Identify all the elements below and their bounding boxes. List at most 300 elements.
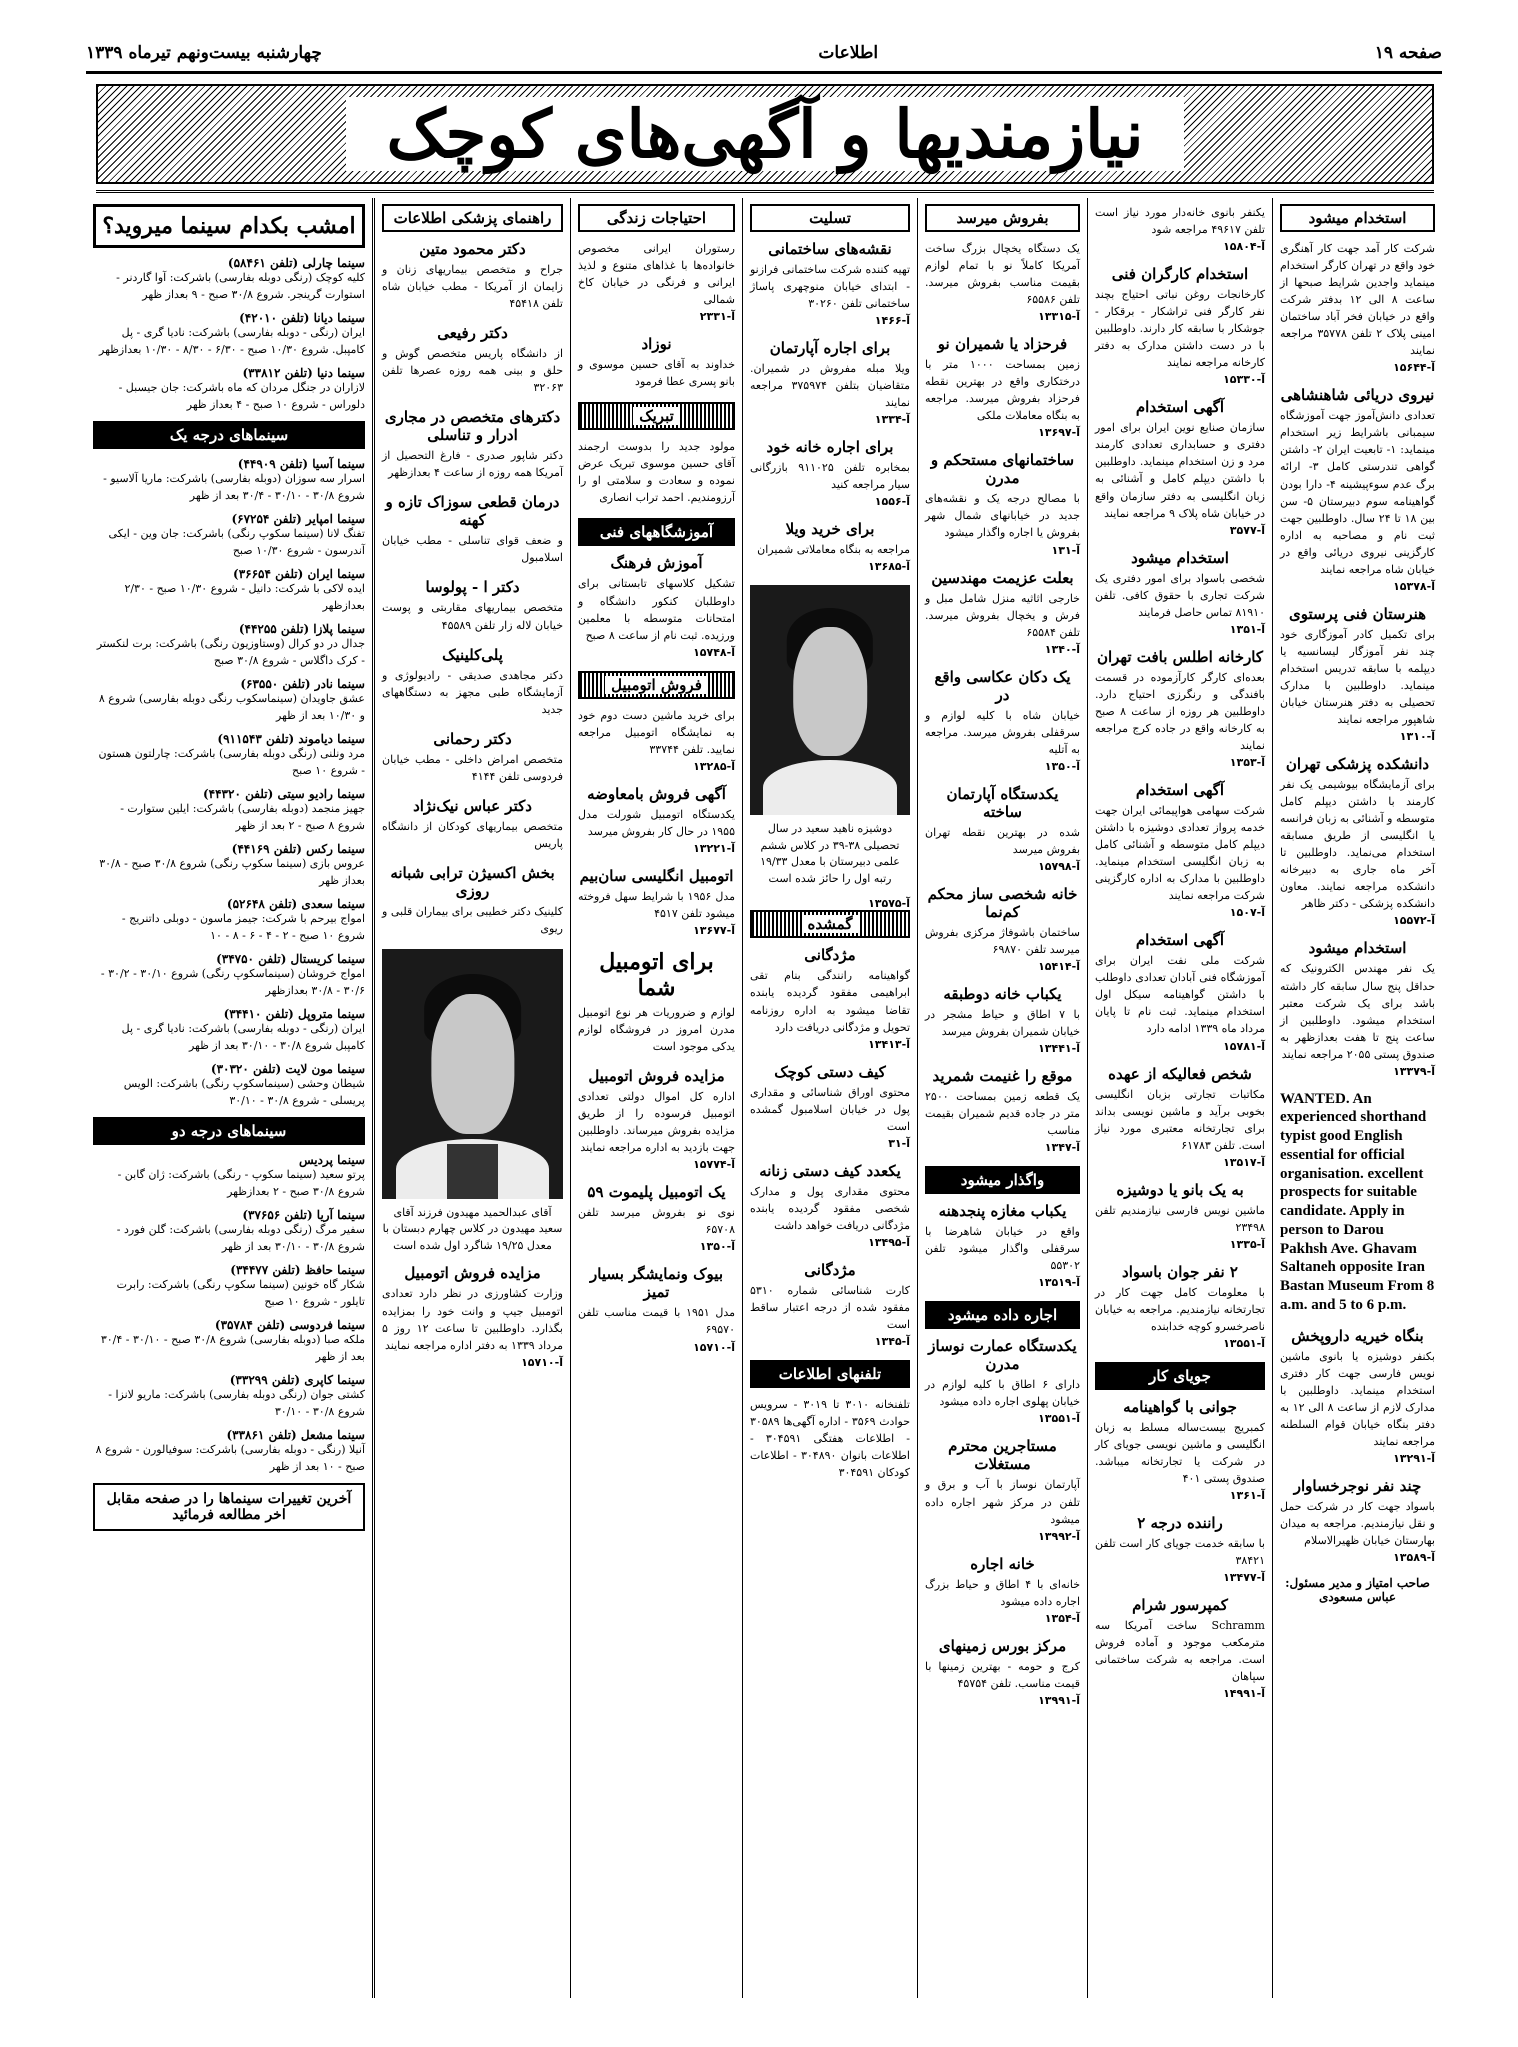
ad-body: یکنفر بانوی خانه‌دار مورد نیاز است تلفن ۴۹۶۱۷ مراجعه شود bbox=[1095, 206, 1265, 237]
cinema-listing bbox=[93, 366, 365, 413]
column-cinemas bbox=[86, 198, 372, 1998]
ad-title: بنگاه خیریه داروپخش bbox=[1291, 1326, 1424, 1345]
ad-title: کارخانه اطلس بافت تهران bbox=[1096, 647, 1264, 666]
ad-code: آ-۱۴۶۶ bbox=[874, 314, 910, 328]
ad-code: آ-۱۴۹۹۱ bbox=[1223, 1687, 1265, 1701]
cinema-listing bbox=[93, 512, 365, 559]
cinema-program: لازاران در جنگل مردان که ماه باشرکت: جان جیسبل - دلوراس - شروع ۱۰ صبح - ۴ بعداز ظهر bbox=[118, 381, 365, 411]
ad-body: واقع در خیابان شاهرضا با سرقفلی واگذار میشود تلفن ۵۵۳۰۲ bbox=[925, 1225, 1080, 1273]
classified-ad bbox=[1095, 549, 1265, 636]
classified-ad bbox=[750, 339, 910, 426]
cinema-listing bbox=[93, 1007, 365, 1054]
ad-body: بکنفر دوشیزه یا بانوی ماشین نویس فارسی جهت کار دفتری استخدام مینماید. داوطلبین با مدارک لازم از ساعت ۸ الی ۱۲ به دفتر بنگاه خیابان قوام السلطنه مراجعه نمایند bbox=[1280, 1349, 1435, 1448]
ad-code: آ-۱۳۳۵ bbox=[1229, 1237, 1265, 1251]
ad-body: آپارتمان نوساز با آب و برق و تلفن در مرکز شهر اجاره داده میشود bbox=[925, 1478, 1080, 1526]
ad-code: آ-۱۳۴۵ bbox=[874, 1335, 910, 1349]
ad-title: جوانی با گواهینامه bbox=[1123, 1397, 1237, 1416]
cinema-name: سینما آریا (تلفن ۳۷۶۵۶) bbox=[242, 1208, 365, 1222]
ad-body: دکتر مجاهدی صدیقی - رادیولوژی و آزمایشگاه طبی مجهز به دستگاههای جدید bbox=[382, 668, 563, 716]
classified-ad bbox=[925, 1202, 1080, 1289]
ad-body: شرکت ملی نفت ایران برای آموزشگاه فنی آبادان تعدادی داوطلب با داشتن گواهینامه سیکل اول استخدام مینماید. ثبت نام تا پایان مرداد ماه ۱۳۳۹ ادامه دارد bbox=[1095, 954, 1265, 1036]
ad-body: بعده‌ای کارگر کارآزموده در قسمت بافندگی و رنگرزی احتیاج دارد. داوطلبین هر روزه از ساعت ۸ صبح به کارخانه واقع در جاده کرج مراجعه نمایند bbox=[1095, 670, 1265, 752]
classified-ad bbox=[1280, 240, 1435, 374]
ad-title: یکباب خانه دوطبقه bbox=[943, 984, 1062, 1003]
ad-code: آ-۱۵۷۴۸ bbox=[693, 645, 735, 659]
classified-ad bbox=[925, 785, 1080, 873]
column-employment bbox=[1272, 198, 1442, 1998]
ad-title: کیف دستی کوچک bbox=[774, 1062, 886, 1081]
ad-code: آ-۱۳۴۹۵ bbox=[868, 1235, 910, 1249]
ad-body: مکاتبات تجارتی بزبان انگلیسی بخوبی برآید و ماشین نویسی بداند برای تجارتخانه معتبری مورد نیاز است. تلفن ۶۱۷۸۳ bbox=[1095, 1087, 1265, 1152]
cinema-name: سینما دیانا (تلفن ۴۲۰۱۰) bbox=[239, 311, 365, 325]
ad-title: آگهی استخدام bbox=[1135, 398, 1225, 417]
classified-ad bbox=[1280, 939, 1435, 1077]
ad-body: Schramm ساخت آمریکا سه مترمکعب موجود و آماده فروش است. مراجعه به شرکت ساختمانی سپاهان bbox=[1095, 1619, 1265, 1684]
section-heading: اجاره داده میشود bbox=[925, 1301, 1080, 1329]
ad-body: مدل ۱۹۵۱ با قیمت مناسب تلفن ۶۹۵۷۰ bbox=[578, 1306, 735, 1337]
ad-title: آموزش فرهنگ bbox=[610, 554, 703, 573]
cinema-name: سینما کریستال (تلفن ۳۴۷۵۰) bbox=[216, 952, 365, 966]
ad-title: مستاجرین محترم مستغلات bbox=[948, 1437, 1057, 1474]
cinema-headline: امشب بکدام سینما میروید؟ bbox=[93, 204, 365, 248]
ad-code: آ-۱۵۷۸۱ bbox=[1223, 1039, 1265, 1053]
classified-ad bbox=[1280, 1477, 1435, 1564]
ad-code: آ-۱۵۷۹۸ bbox=[1038, 859, 1080, 873]
ad-code: آ-۱۵۷۱۰ bbox=[693, 1340, 735, 1354]
ad-code: آ-۱۵۸۰۴ bbox=[1223, 240, 1265, 254]
cinema-program: سفیر مرگ (رنگی دوبله بفارسی) باشرکت: گلن فورد - شروع ۳۰/۸ - ۳۰/۱۰ بعد از ظهر bbox=[116, 1223, 365, 1253]
classified-ad bbox=[925, 985, 1080, 1055]
ad-title: بیوک ونمایشگر بسیار تمیز bbox=[590, 1265, 723, 1302]
ad-body: ویلا مبله مفروش در شمیران. متقاضیان بتلفن ۳۷۵۹۷۴ مراجعه نمایند bbox=[750, 362, 910, 410]
classified-ad bbox=[1095, 781, 1265, 919]
classified-ad bbox=[750, 240, 910, 327]
ad-title: کمپرسور شرام bbox=[1132, 1596, 1228, 1615]
classified-ad bbox=[925, 1337, 1080, 1425]
ad-title: اتومبیل انگلیسی سان‌بیم bbox=[579, 866, 734, 885]
cinema-listing bbox=[93, 1153, 365, 1200]
ad-code: آ-۱۳۶۹۷ bbox=[1038, 426, 1080, 440]
portrait-photo bbox=[750, 585, 910, 815]
ad-body: خداوند به آقای حسین موسوی و بانو پسری عطا فرمود bbox=[578, 358, 735, 389]
cinema-program: تفنگ لانا (سینما سکوپ رنگی) باشرکت: جان وین - ایکی آندرسون - شروع ۱۰/۳۰ صبح bbox=[108, 527, 365, 557]
ad-body: رستوران ایرانی مخصوص خانواده‌ها با غذاهای متنوع و لذیذ ایرانی و فرنگی در خیابان کاخ شمالی bbox=[578, 242, 735, 307]
ad-body: مراجعه به بنگاه معاملاتی شمیران bbox=[757, 543, 910, 557]
ad-body: محتوی اوراق شناسائی و مقداری پول در خیابان اسلامبول گمشده است bbox=[750, 1085, 910, 1133]
ad-code: آ-۱۳۵۳ bbox=[1229, 755, 1265, 769]
ad-code: آ-۱۵۴۱۴ bbox=[1038, 959, 1080, 973]
ad-code: آ-۱۳۵۱۷ bbox=[1223, 1155, 1265, 1169]
ad-code: آ-۲۳۳۱ bbox=[699, 310, 735, 324]
ad-title: خانه شخصی ساز محکم کم‌نما bbox=[927, 884, 1078, 921]
ad-body: خارجی اثاثیه منزل شامل مبل و فرش و یخچال بفروش میرسد. تلفن ۶۵۵۸۴ bbox=[925, 591, 1080, 639]
section-heading: احتیاجات زندگی bbox=[578, 204, 735, 232]
ad-code: آ-۱۳۲۸۵ bbox=[693, 759, 735, 773]
cinema-name: سینما پردیس bbox=[298, 1153, 365, 1167]
ad-title: یکعدد کیف دستی زنانه bbox=[759, 1161, 901, 1180]
ad-code: آ-۳۱ bbox=[888, 1136, 910, 1150]
classified-ad bbox=[1095, 398, 1265, 536]
classified-ad bbox=[1095, 931, 1265, 1052]
ad-code: آ-۱۳۵۱ bbox=[1229, 622, 1265, 636]
cinema-name: سینما رکس (تلفن ۴۴۱۶۹) bbox=[231, 842, 365, 856]
ad-title: نیروی دریائی شاهنشاهی bbox=[1280, 386, 1435, 405]
ad-body: و ضعف قوای تناسلی - مطب خیابان اسلامبول bbox=[382, 534, 563, 565]
classified-ad bbox=[750, 1261, 910, 1348]
ad-code: آ-۱۳۱۰ bbox=[1399, 730, 1435, 744]
ad-code: آ-۱۵۵۶ bbox=[874, 495, 910, 509]
classified-ad bbox=[750, 520, 910, 573]
ad-title: آگهی فروش بامعاوضه bbox=[587, 784, 726, 803]
ad-title: پلی‌کلینیک bbox=[442, 645, 503, 664]
cinema-name: سینما متروپل (تلفن ۳۴۴۱۰) bbox=[223, 1007, 365, 1021]
ad-body: تشکیل کلاسهای تابستانی برای داوطلبان کنکور دانشگاه و امتحانات متوسطه با معلمین ورزیده. ثبت نام از ساعت ۸ صبح bbox=[578, 577, 735, 642]
section-heading: سینماهای درجه یک bbox=[93, 421, 365, 449]
ad-title: نقشه‌های ساختمانی bbox=[768, 240, 892, 258]
ad-body: ساختمان باشوفاژ مرکزی بفروش میرسد تلفن ۶۹۸۷۰ bbox=[925, 925, 1080, 956]
ad-body: با ۷ اطاق و حیاط مشجر در خیابان شمیران بفروش میرسد bbox=[925, 1007, 1080, 1039]
column-medical-guide bbox=[372, 198, 570, 1998]
classifieds-columns bbox=[86, 198, 1442, 1998]
cinema-listing bbox=[93, 787, 365, 834]
section-heading: سینماهای درجه دو bbox=[93, 1117, 365, 1145]
cinema-program: کشتی جوان (رنگی دوبله بفارسی) باشرکت: ماریو لانزا - شروع ۳۰/۸ - ۳۰/۱۰ bbox=[108, 1388, 365, 1418]
cinema-listing bbox=[93, 311, 365, 358]
cinema-program: ایده لاکی با شرکت: دانیل - شروع ۱۰/۳۰ صبح - ۲/۳۰ بعدازظهر bbox=[124, 582, 365, 612]
ad-title: ۲ نفر جوان باسواد bbox=[1122, 1262, 1238, 1281]
cinema-name: سینما کاپری (تلفن ۳۳۲۹۹) bbox=[229, 1373, 365, 1387]
ad-code: آ-۱۳۶۷۷ bbox=[693, 923, 735, 937]
classified-ad bbox=[750, 438, 910, 508]
cinema-listing bbox=[93, 677, 365, 724]
ad-title: آگهی استخدام bbox=[1135, 931, 1225, 950]
ad-title: دکترهای متخصص در مجاری ادرار و تناسلی bbox=[384, 408, 561, 445]
cinema-name: سینما آسیا (تلفن ۴۴۹۰۹) bbox=[237, 457, 365, 471]
section-heading: بفروش میرسد bbox=[925, 204, 1080, 232]
ad-code: آ-۱۵۷۱۰ bbox=[521, 1355, 563, 1369]
ad-body: زمین بمساحت ۱۰۰۰ متر با درختکاری واقع در بهترین نقطه فرحزاد بفروش میرسد. مراجعه به بنگاه معاملات ملکی bbox=[925, 358, 1080, 423]
cinema-footer-note: آخرین تغییرات سینماها را در صفحه مقابل اخر مطالعه فرمائید bbox=[93, 1483, 365, 1531]
classified-ad bbox=[1095, 1065, 1265, 1169]
ad-body: ماشین نویس فارسی نیازمندیم تلفن ۲۳۴۹۸ bbox=[1095, 1203, 1265, 1234]
ad-code: آ-۱۵۵۷۲ bbox=[1393, 914, 1435, 928]
cinema-listing bbox=[93, 457, 365, 504]
page-header bbox=[86, 34, 1442, 74]
ad-body: دکتر شاپور صدری - فارغ التحصیل از آمریکا همه روزه از ساعت ۴ بعدازظهر bbox=[382, 449, 563, 480]
cinema-program: امواج خروشان (سینماسکوپ رنگی) شروع ۳۰/۱۰ - ۳۰/۲ - ۳۰/۶ - ۳۰/۸ بعدازظهر bbox=[100, 967, 365, 997]
english-ad: WANTED. An experienced shorthand typist good English essential for official organisation. excellent prospects for suitable candidate. Apply in person to Darou Pakhsh Ave. Ghavam Saltaneh opposite Iran Bastan Museum From 8 a.m. and 5 to 6 p.m. bbox=[1280, 1090, 1435, 1313]
ad-body: خانه‌ای با ۴ اطاق و حیاط بزرگ اجاره داده میشود bbox=[925, 1577, 1080, 1608]
ad-code: آ-۱۳۴۰ bbox=[1044, 642, 1080, 656]
ad-title: ساختمانهای مستحکم و مدرن bbox=[930, 451, 1075, 488]
classified-ad bbox=[925, 1637, 1080, 1707]
classified-ad bbox=[750, 1162, 910, 1249]
cinema-listing bbox=[93, 1318, 365, 1365]
ad-body: گواهینامه رانندگی بنام تقی ابراهیمی مفقود گردیده یابنده تقاضا میشود به اداره روزنامه تحویل و مژدگانی دریافت دارد bbox=[750, 969, 910, 1034]
ad-body: اداره کل اموال دولتی تعدادی اتومبیل فرسوده را از طریق مزایده بفروش میرساند. داوطلبین جهت بازدید به اداره مراجعه نمایند bbox=[578, 1090, 735, 1155]
section-heading: فروش اتومبیل bbox=[578, 671, 735, 699]
ad-body: محتوی مقداری پول و مدارک شخصی مفقود گردیده یابنده مژدگانی دریافت خواهد داشت bbox=[750, 1184, 910, 1232]
cinema-program: ایران (رنگی - دوبله بفارسی) باشرکت: نادیا گری - پل کامپبل شروع ۳۰/۸ - ۳۰/۱۰ بعد از ظهر bbox=[121, 1022, 365, 1052]
classified-ad bbox=[382, 730, 563, 785]
ad-code: آ-۱۳۳۱۵ bbox=[1038, 310, 1080, 324]
classified-ad bbox=[1095, 1596, 1265, 1700]
section-heading: تبریک bbox=[578, 402, 735, 430]
ad-body: متخصص بیماریهای کودکان از دانشگاه پاریس bbox=[382, 819, 563, 850]
ad-title: استخدام میشود bbox=[1131, 548, 1229, 567]
classified-ad bbox=[925, 1067, 1080, 1154]
ad-body: خیابان شاه با کلیه لوازم و سرقفلی بفروش میرسد. مراجعه به آتلیه bbox=[925, 708, 1080, 756]
cinema-program: جهیز منجمد (دوبله بفارسی) باشرکت: ایلین ستوارت - شروع ۸ صبح - ۲ بعد از ظهر bbox=[120, 802, 365, 832]
cinema-program: عشق جاویدان (سینماسکوب رنگی دوبله بفارسی) شروع ۸ و ۱۰/۳۰ بعد از ظهر bbox=[98, 692, 365, 722]
ad-body: برای خرید ماشین دست دوم خود به نمایشگاه اتومبیل مراجعه نمایید. تلفن ۳۳۷۴۴ bbox=[578, 708, 735, 756]
ad-body: یک دستگاه یخچال بزرگ ساخت آمریکا کاملاً نو با تمام لوازم بقیمت مناسب بفروش میرسد. تلفن ۶۵۵۸۶ bbox=[925, 242, 1080, 307]
ad-code: آ-۱۳۹۹۱ bbox=[1038, 1693, 1080, 1707]
ad-body: سازمان صنایع نوین ایران برای امور دفتری و حسابداری تعدادی کارمند مرد و زن استخدام مینماید. داوطلبین با داشتن دیپلم کامل و آشنائی به زبان انگلیسی به دفتر سازمان واقع در خیابان شاه پلاک ۹ مراجعه نمایند bbox=[1095, 421, 1265, 520]
ad-title: مزایده فروش اتومبیل bbox=[404, 1264, 541, 1283]
ad-title: فرحزاد یا شمیران نو bbox=[937, 335, 1068, 354]
ad-body: کلینیک دکتر خطیبی برای بیماران قلبی و ریوی bbox=[382, 904, 563, 935]
ad-body: برای آزمایشگاه بیوشیمی یک نفر کارمند با داشتن دیپلم کامل متوسطه و آشنائی به زبان فرانسه یا انگلیسی از طریق مسابقه استخدام می‌نماید. داوطلبین تا آخر ماه جاری به دبیرخانه دانشکده مراجعه نمایند. معاون دانشکده پزشکی - دکتر ظاهر bbox=[1280, 778, 1435, 911]
classified-ad bbox=[1095, 1514, 1265, 1584]
ad-body: متخصص امراض داخلی - مطب خیابان فردوسی تلفن ۴۱۴۴ bbox=[382, 752, 563, 783]
ad-code: آ-۱۵۶۴۴ bbox=[1393, 361, 1435, 375]
cinema-listing bbox=[93, 256, 365, 303]
ad-code: آ-۱۳۴۴۱ bbox=[1038, 1042, 1080, 1056]
section-heading: واگذار میشود bbox=[925, 1166, 1080, 1194]
ad-code: آ-۱۵۰۷ bbox=[1229, 906, 1265, 920]
classified-ad bbox=[382, 646, 563, 718]
classified-ad bbox=[925, 668, 1080, 773]
column-employment-2 bbox=[1087, 198, 1272, 1998]
ad-code: آ-۱۳۵۵۱ bbox=[1223, 1336, 1265, 1350]
ad-body: یک قطعه زمین بمساحت ۲۵۰۰ متر در جاده قدیم شمیران بقیمت مناسب bbox=[925, 1090, 1080, 1138]
classified-ad bbox=[578, 707, 735, 773]
classified-ad bbox=[578, 335, 735, 390]
ad-code: آ-۱۳۲۲۱ bbox=[693, 841, 735, 855]
ad-title: دکتر رحمانی bbox=[433, 729, 512, 748]
cinema-program: آنیلا (رنگی - دوبله بفارسی) باشرکت: سوفیالورن - شروع ۸ صبح - ۱۰ بعد از ظهر bbox=[95, 1443, 365, 1473]
ad-body: نوی نو بفروش میرسد تلفن ۶۵۷۰۸ bbox=[578, 1206, 735, 1237]
cinema-program: ایران (رنگی - دوبله بفارسی) باشرکت: نادیا گری - پل کامپبل. شروع ۱۰/۳۰ صبح - ۶/۳۰ - ۸/۳۰ - ۱۰/۳۰ بعدازظهر bbox=[99, 326, 365, 356]
section-heading: راهنمای پزشکی اطلاعات bbox=[382, 204, 563, 232]
section-heading: جویای کار bbox=[1095, 1362, 1265, 1390]
divider bbox=[96, 190, 1434, 193]
ad-body: با مصالح درجه یک و نقشه‌های جدید در خیابانهای شمال شهر بفروش یا اجاره واگذار میشود bbox=[925, 492, 1080, 540]
classified-ad bbox=[382, 578, 563, 633]
ad-body: کمبریج بیست‌ساله مسلط به زبان انگلیسی و ماشین نویسی جویای کار در شرکت یا تجارتخانه میباشد. صندوق پستی ۴۰۱ bbox=[1095, 1420, 1265, 1486]
classified-ad bbox=[382, 240, 563, 312]
ad-body: مولود جدید را بدوست ارجمند آقای حسین موسوی تبریک عرض نموده و سعادت و سلامتی او را آرزومندیم. احمد تراب انصاری bbox=[578, 440, 735, 505]
ad-code: آ-۱۵۳۳۰ bbox=[1223, 373, 1265, 387]
column-life-needs bbox=[570, 198, 742, 1998]
cinema-program: کلیه کوچک (رنگی دوبله بفارسی) باشرکت: آوا گاردنر - استوارت گرینجر. شروع ۳۰/۸ صبح - ۹ بعداز ظهر bbox=[116, 271, 365, 301]
classified-ad bbox=[750, 946, 910, 1050]
ad-title: مزایده فروش اتومبیل bbox=[588, 1067, 725, 1086]
ad-body: تعدادی دانش‌آموز جهت آموزشگاه سیمبانی باشرایط زیر استخدام مینماید: ۱- تابعیت ایران ۲- داشتن گواهی تندرستی کامل ۳- ارائه برگ عدم سوءپیشینه ۴- دارا بودن گواهینامه سوم دبیرستان ۵- سن بین ۱۸ تا ۲۴ سال. داوطلبین جهت ثبت نام و مصاحبه به اداره کارگزینی نیروی دریائی واقع در خیابان شاه مراجعه نمایند bbox=[1280, 409, 1436, 576]
section-banner bbox=[96, 84, 1434, 184]
page-number: صفحه ۱۹ bbox=[1374, 42, 1442, 63]
phone-directory: تلفنخانه ۳۰۱۰ تا ۳۰۱۹ - سرویس حوادث ۳۵۶۹ - اداره آگهی‌ها ۳۰۵۸۹ - اطلاعات هفتگی ۳۰۴۵۹۱ - اطلاعات بانوان ۳۰۴۸۹۰ - اطلاعات کودکان ۳۰۴۵۹۱ bbox=[750, 1398, 911, 1480]
cinema-listing bbox=[93, 1208, 365, 1255]
classified-ad bbox=[1095, 1263, 1265, 1350]
ad-code: آ-۱۳۹۹۲ bbox=[1038, 1529, 1080, 1543]
ad-title: مژدگانی bbox=[804, 946, 856, 965]
ad-body: یکدستگاه اتومبیل شورلت مدل ۱۹۵۵ در حال کار بفروش میرسد bbox=[578, 807, 735, 838]
ad-code: آ-۱۳۵۴ bbox=[1044, 1611, 1080, 1625]
ad-title: یکباب مغازه پنجدهنه bbox=[938, 1202, 1067, 1221]
classified-ad bbox=[925, 569, 1080, 656]
ad-code: آ-۱۳۶۱ bbox=[1229, 1489, 1265, 1503]
ad-body: کارخانجات روغن نباتی احتیاج بچند نفر کارگر فنی تراشکار - برقکار - جوشکار با سابقه کار دارند. داوطلبین با در دست داشتن مدارک به دفتر کارخانه مراجعه نمایند bbox=[1095, 288, 1265, 370]
cinema-program: مرد ونلنی (رنگی دوبله بفارسی) باشرکت: چارلتون هستون - شروع ۱۰ صبح bbox=[98, 747, 365, 777]
ad-body: متخصص بیماریهای مقاربتی و پوست خیابان لاله زار تلفن ۴۵۵۸۹ bbox=[382, 601, 563, 632]
ad-title: یک دکان عکاسی واقع در bbox=[934, 667, 1071, 704]
cinema-listing bbox=[93, 897, 365, 944]
ad-title: راننده درجه ۲ bbox=[1137, 1514, 1223, 1533]
ad-code: آ-۱۳۶۸۵ bbox=[868, 560, 910, 574]
ad-title: آگهی استخدام bbox=[1135, 780, 1225, 799]
classified-ad bbox=[1095, 1398, 1265, 1502]
classified-ad bbox=[1095, 648, 1265, 769]
ad-code: آ-۱۳۴۱۳ bbox=[868, 1037, 910, 1051]
column-for-sale bbox=[917, 198, 1087, 1998]
classified-ad bbox=[925, 885, 1080, 973]
cinema-listing bbox=[93, 622, 365, 669]
cinema-program: شیطان وحشی (سینماسکوپ رنگی) باشرکت: الویس پریسلی - شروع ۳۰/۸ - ۳۰/۱۰ bbox=[123, 1077, 365, 1107]
cinema-listing bbox=[93, 1062, 365, 1109]
ad-body: مدل ۱۹۵۶ با شرایط سهل فروخته میشود تلفن ۴۵۱۷ bbox=[578, 889, 735, 920]
ad-title: خانه اجاره bbox=[970, 1554, 1035, 1573]
ad-title: یکدستگاه آپارتمان ساخته bbox=[946, 784, 1059, 821]
ad-title: برای اجاره آپارتمان bbox=[769, 339, 891, 358]
classified-ad bbox=[578, 438, 735, 506]
cinema-listing bbox=[93, 952, 365, 999]
classified-ad bbox=[925, 335, 1080, 439]
ad-title: به یک بانو یا دوشیزه bbox=[1116, 1180, 1244, 1199]
ad-title: بخش اکسیژن ترابی شبانه روزی bbox=[390, 863, 555, 900]
classified-ad bbox=[1280, 605, 1435, 743]
ad-code: آ-۱۳۵۸۹ bbox=[1393, 1551, 1435, 1565]
ad-title: استخدام میشود bbox=[1308, 939, 1407, 958]
ad-title: دکتر رفیعی bbox=[437, 324, 508, 343]
cinema-name: سینما نادر (تلفن ۶۳۵۵۰) bbox=[240, 677, 365, 691]
ad-code: آ-۱۳۵۵۱ bbox=[1038, 1412, 1080, 1426]
classified-ad bbox=[382, 408, 563, 481]
ad-body: بمخابره تلفن ۹۱۱۰۲۵ بازرگانی سیار مراجعه کنید bbox=[750, 461, 910, 492]
ad-title: دکتر محمود متین bbox=[419, 240, 526, 258]
cinema-name: سینما مون لایت (تلفن ۳۰۳۲۰) bbox=[210, 1062, 365, 1076]
ad-title: برای خرید ویلا bbox=[785, 520, 875, 539]
ad-title: یکدستگاه عمارت نوساز مدرن bbox=[928, 1337, 1077, 1374]
classified-ad bbox=[1280, 386, 1435, 592]
ad-code: آ-۱۳۵۷۵ bbox=[868, 897, 910, 911]
cinema-program: شکار گاه خونین (سینما سکوپ رنگی) باشرکت: رابرت تایلور - شروع ۱۰ صبح bbox=[116, 1278, 365, 1308]
classified-ad bbox=[578, 554, 735, 658]
ad-title: مرکز بورس زمینهای bbox=[938, 1636, 1067, 1655]
cinema-name: سینما دیاموند (تلفن ۹۱۱۵۴۳) bbox=[217, 732, 365, 746]
classified-ad bbox=[382, 493, 563, 566]
cinema-listing bbox=[93, 842, 365, 889]
cinema-program: اسرار سه سوزان (دوبله بفارسی) باشرکت: ماریا آلاسیو - شروع ۳۰/۸ - ۳۰/۱۰ - ۳۰/۴ بعد از ظهر bbox=[103, 472, 365, 502]
ad-code: آ-۱۳۴۷۷ bbox=[1223, 1571, 1265, 1585]
ad-body: کرج و حومه - بهترین زمینها با قیمت مناسب. تلفن ۴۵۷۵۴ bbox=[925, 1659, 1080, 1690]
section-heading: آموزشگاههای فنی bbox=[578, 518, 735, 546]
ad-title: درمان قطعی سوزاک تازه و کهنه bbox=[385, 493, 560, 530]
ad-body: از دانشگاه پاریس متخصص گوش و حلق و بینی همه روزه عصرها تلفن ۳۲۰۶۳ bbox=[382, 347, 563, 395]
ad-body: شده در بهترین نقطه تهران بفروش میرسد bbox=[925, 825, 1080, 856]
ad-title: استخدام کارگران فنی bbox=[1111, 265, 1249, 284]
classified-ad bbox=[382, 797, 563, 852]
classified-ad bbox=[1280, 1327, 1435, 1465]
section-heading: تلفنهای اطلاعات bbox=[750, 1360, 910, 1388]
ad-body: یک نفر مهندس الکترونیک که حداقل پنج سال سابقه کار داشته باشد برای یک شرکت معتبر استخدام میشود. داوطلبین از ساعت پنج تا هفت بعدازظهر به صندوق پستی ۲۰۵۵ مراجعه نمایند bbox=[1280, 962, 1435, 1061]
ad-body: دارای ۶ اطاق با کلیه لوازم در خیابان پهلوی اجاره داده میشود bbox=[925, 1378, 1080, 1409]
cinema-name: سینما پلازا (تلفن ۴۴۲۵۵) bbox=[238, 622, 365, 636]
ad-title: هنرستان فنی پرستوی bbox=[1288, 604, 1427, 623]
classified-ad bbox=[578, 1183, 735, 1253]
cinema-name: سینما سعدی (تلفن ۵۲۶۴۸) bbox=[226, 897, 365, 911]
classified-ad bbox=[578, 240, 735, 323]
section-heading: تسلیت bbox=[750, 204, 910, 232]
classified-ad bbox=[1095, 204, 1265, 253]
classified-ad bbox=[578, 1265, 735, 1353]
section-heading: گمشده bbox=[750, 910, 910, 938]
publisher-signature: صاحب امتیاز و مدیر مسئول: عباس مسعودی bbox=[1285, 1576, 1430, 1605]
ad-body: شرکت سهامی هواپیمائی ایران جهت خدمه پرواز تعدادی دوشیزه با داشتن دیپلم کامل متوسطه و آشنائی کامل به زبان انگلیسی استخدام مینماید. داوطلبین با مدارک به اداره کارگزینی شرکت مراجعه نمایند bbox=[1095, 803, 1265, 903]
classified-ad bbox=[578, 949, 735, 1055]
ad-body: با سابقه خدمت جویای کار است تلفن ۳۸۴۲۱ bbox=[1095, 1537, 1265, 1568]
ad-code: آ-۱۳۱ bbox=[1051, 543, 1080, 557]
ad-code: آ-۱۳۲۹۱ bbox=[1393, 1452, 1435, 1466]
portrait-photo bbox=[382, 949, 563, 1199]
classified-ad bbox=[1095, 265, 1265, 386]
cinema-program: پرتو سعید (سینما سکوپ - رنگی) باشرکت: ژان گابن - شروع ۳۰/۸ صبح - ۲ بعدازظهر bbox=[117, 1168, 365, 1198]
ad-body: تهیه کننده شرکت ساختمانی فرازنو - ابتدای خیابان منوچهری پاساژ ساختمانی تلفن ۳۰۲۶۰ bbox=[750, 263, 910, 311]
ad-code: آ-۱۳۵۰ bbox=[699, 1240, 735, 1254]
ad-title: چند نفر نوجرخساوار bbox=[1293, 1477, 1422, 1496]
ad-title: دکتر ا - پولوسا bbox=[425, 578, 520, 597]
classified-ad bbox=[1280, 755, 1435, 927]
ad-body: با معلومات کامل جهت کار در تجارتخانه نیازمندیم. مراجعه به خیابان ناصرخسرو کوچه خدابنده bbox=[1095, 1285, 1265, 1333]
cinema-name: سینما رادیو سیتی (تلفن ۴۴۳۲۰) bbox=[202, 787, 365, 801]
ad-body: برای تکمیل کادر آموزگاری خود چند نفر آموزگار لیسانسیه یا دیپلمه با سابقه تدریس استخدام مینماید. داوطلبین با مدارک تحصیلی به دفتر هنرستان خیابان شاهپور مراجعه نمایند bbox=[1280, 627, 1435, 727]
classified-ad bbox=[578, 785, 735, 855]
ad-code: آ-۱۳۵۰ bbox=[1044, 759, 1080, 773]
ad-body: کارت شناسائی شماره ۵۳۱۰ مفقود شده از درجه اعتبار ساقط است bbox=[750, 1283, 910, 1331]
ad-title: دانشکده پزشکی تهران bbox=[1285, 755, 1430, 774]
ad-title: برای اجاره خانه خود bbox=[766, 438, 894, 457]
ad-body: باسواد جهت کار در شرکت حمل و نقل نیازمندیم. مراجعه به میدان بهارستان خیابان ظهیرالاسلام bbox=[1280, 1500, 1435, 1548]
ad-code: آ-۳۵۷۷ bbox=[1229, 523, 1265, 537]
classified-ad bbox=[750, 1063, 910, 1150]
classified-ad bbox=[382, 1264, 563, 1368]
ad-title: دکتر عباس نیک‌نژاد bbox=[413, 796, 532, 815]
cinema-name: سینما امپایر (تلفن ۶۷۲۵۴) bbox=[231, 512, 365, 526]
ad-code: آ-۱۳۴۷ bbox=[1044, 1141, 1080, 1155]
classified-ad bbox=[382, 324, 563, 396]
ad-code: آ-۱۳۳۴ bbox=[874, 413, 910, 427]
ad-body: شرکت کار آمد جهت کار آهنگری خود واقع در تهران کارگر استخدام مینماید واجدین شرایط صبحها از ساعت ۸ الی ۱۲ بدفتر شرکت واقع در خیابان فخر آباد ساختمان امینی پلاک ۲ تلفن ۳۵۷۷۸ مراجعه نمایند bbox=[1280, 242, 1435, 358]
ad-body: جراح و متخصص بیماریهای زنان و زایمان از آمریکا - مطب خیابان شاه تلفن ۴۵۴۱۸ bbox=[382, 263, 563, 311]
ad-code: آ-۱۵۷۷۴ bbox=[693, 1158, 735, 1172]
cinema-listing bbox=[93, 567, 365, 614]
ad-title: برای اتومبیل شما bbox=[599, 948, 714, 1001]
cinema-name: سینما چارلی (تلفن ۵۸۴۶۱) bbox=[227, 256, 365, 270]
cinema-name: سینما ایران (تلفن ۳۶۶۵۴) bbox=[233, 567, 365, 581]
ad-code: آ-۱۳۳۷۹ bbox=[1393, 1064, 1435, 1078]
ad-code: آ-۱۵۳۷۸ bbox=[1393, 579, 1435, 593]
